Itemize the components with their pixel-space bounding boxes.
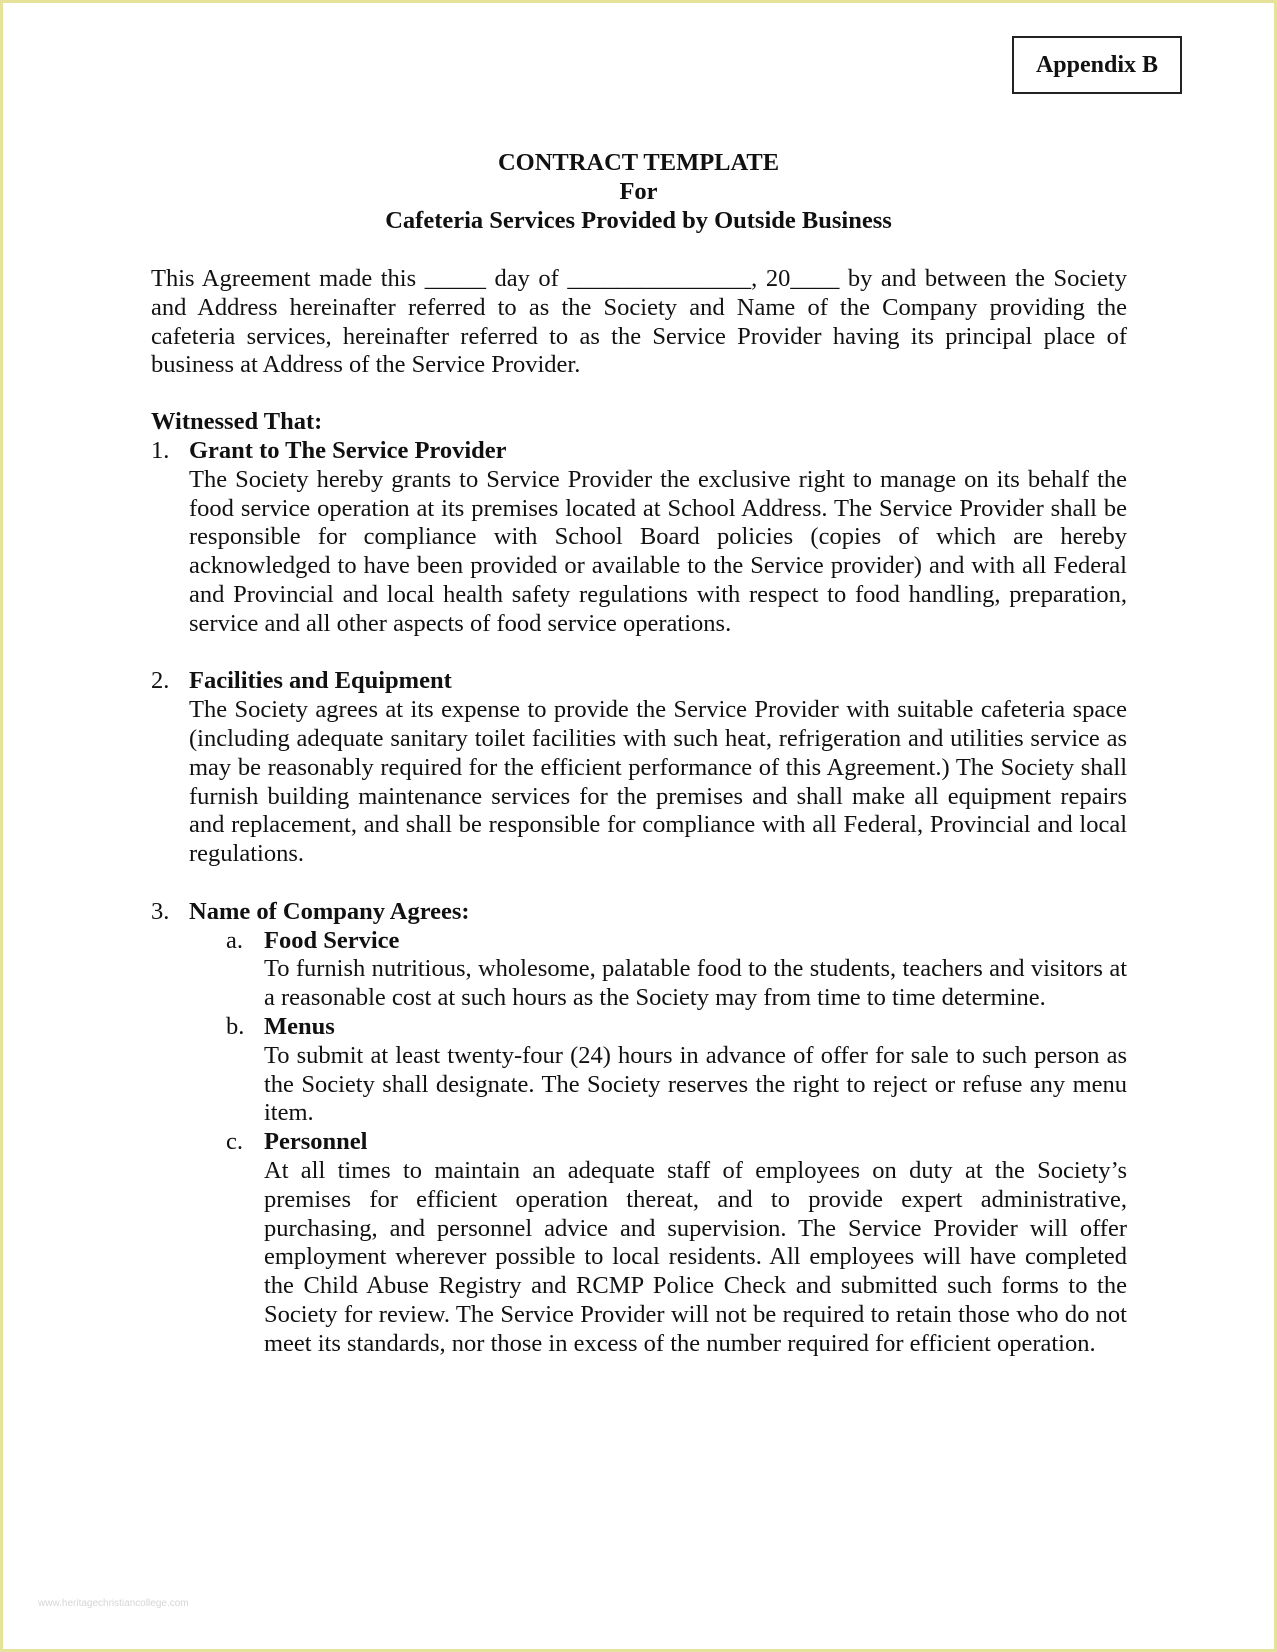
subsection-heading: Personnel [264, 1128, 368, 1156]
section-number: 1. [151, 436, 170, 464]
subsection-body: To submit at least twenty-four (24) hours in advance of offer for sale to such person as the Society shall designate. The Society reserves the right to reject or refuse any menu item. [264, 1041, 1127, 1127]
subsection-b [151, 1013, 1127, 1128]
section-number: 3. [151, 897, 170, 925]
subsection-heading: Menus [264, 1012, 335, 1040]
subsection-letter: b. [226, 1012, 245, 1040]
watermark-text: www.heritagechristiancollege.com [38, 1598, 189, 1609]
subsection-a [151, 927, 1127, 1013]
section-2 [151, 667, 1127, 869]
subsection-body: To furnish nutritious, wholesome, palatable food to the students, teachers and visitors at a reasonable cost at such hours as the Society may from time to time determine. [264, 955, 1127, 1012]
section-heading: Grant to The Service Provider [189, 436, 507, 464]
section-heading: Facilities and Equipment [189, 667, 452, 695]
section-3 [151, 898, 1127, 927]
appendix-label: Appendix B [1012, 36, 1182, 94]
subsection-letter: a. [226, 926, 243, 954]
section-heading: Name of Company Agrees: [189, 897, 470, 925]
title-line-3: Cafeteria Services Provided by Outside Business [385, 207, 892, 234]
title-line-1: CONTRACT TEMPLATE [497, 149, 780, 176]
section-body: The Society agrees at its expense to provide the Service Provider with suitable cafeteria space (including adequate sanitary toilet facilities with such heat, refrigeration and utilities service as may be reasonably required for the efficient performance of this Agreement.) The Society shall furnish building maintenance services for the premises and shall make all equipment repairs and replacement, and shall be responsible for compliance with all Federal, Provincial and local regulations. [189, 696, 1127, 868]
subsection-letter: c. [226, 1128, 243, 1156]
intro-paragraph: This Agreement made this _____ day of _______________, 20____ by and between the Society and Address hereinafter referred to as the Society and Name of the Company providing the cafeteria services, hereinafter referred to as the Service Provider having its principal place of business at Address of the Service Provider. [151, 265, 1127, 379]
contract-body [151, 265, 1127, 1358]
subsection-heading: Food Service [264, 926, 400, 954]
subsection-body: At all times to maintain an adequate staff of employees on duty at the Society’s premises for efficient operation thereat, and to provide expert administrative, purchasing, and personnel advice and supervision. The Service Provider will offer employment wherever possible to local residents. All employees will have completed the Child Abuse Registry and RCMP Police Check and submitted such forms to the Society for review. The Service Provider will not be required to retain those who do not meet its standards, nor those in excess of the number required for efficient operation. [264, 1156, 1127, 1357]
document-title [0, 148, 1277, 235]
section-1 [151, 437, 1127, 639]
section-number: 2. [151, 667, 170, 695]
subsection-c [151, 1128, 1127, 1358]
witness-heading: Witnessed That: [151, 408, 323, 436]
section-body: The Society hereby grants to Service Provider the exclusive right to manage on its behalf the food service operation at its premises located at School Address. The Service Provider shall be responsible for compliance with School Board policies (copies of which are hereby acknowledged to have been provided or available to the Service provider) and with all Federal and Provincial and local health safety regulations with respect to food handling, preparation, service and all other aspects of food service operations. [189, 465, 1127, 637]
title-line-2: For [619, 178, 658, 205]
